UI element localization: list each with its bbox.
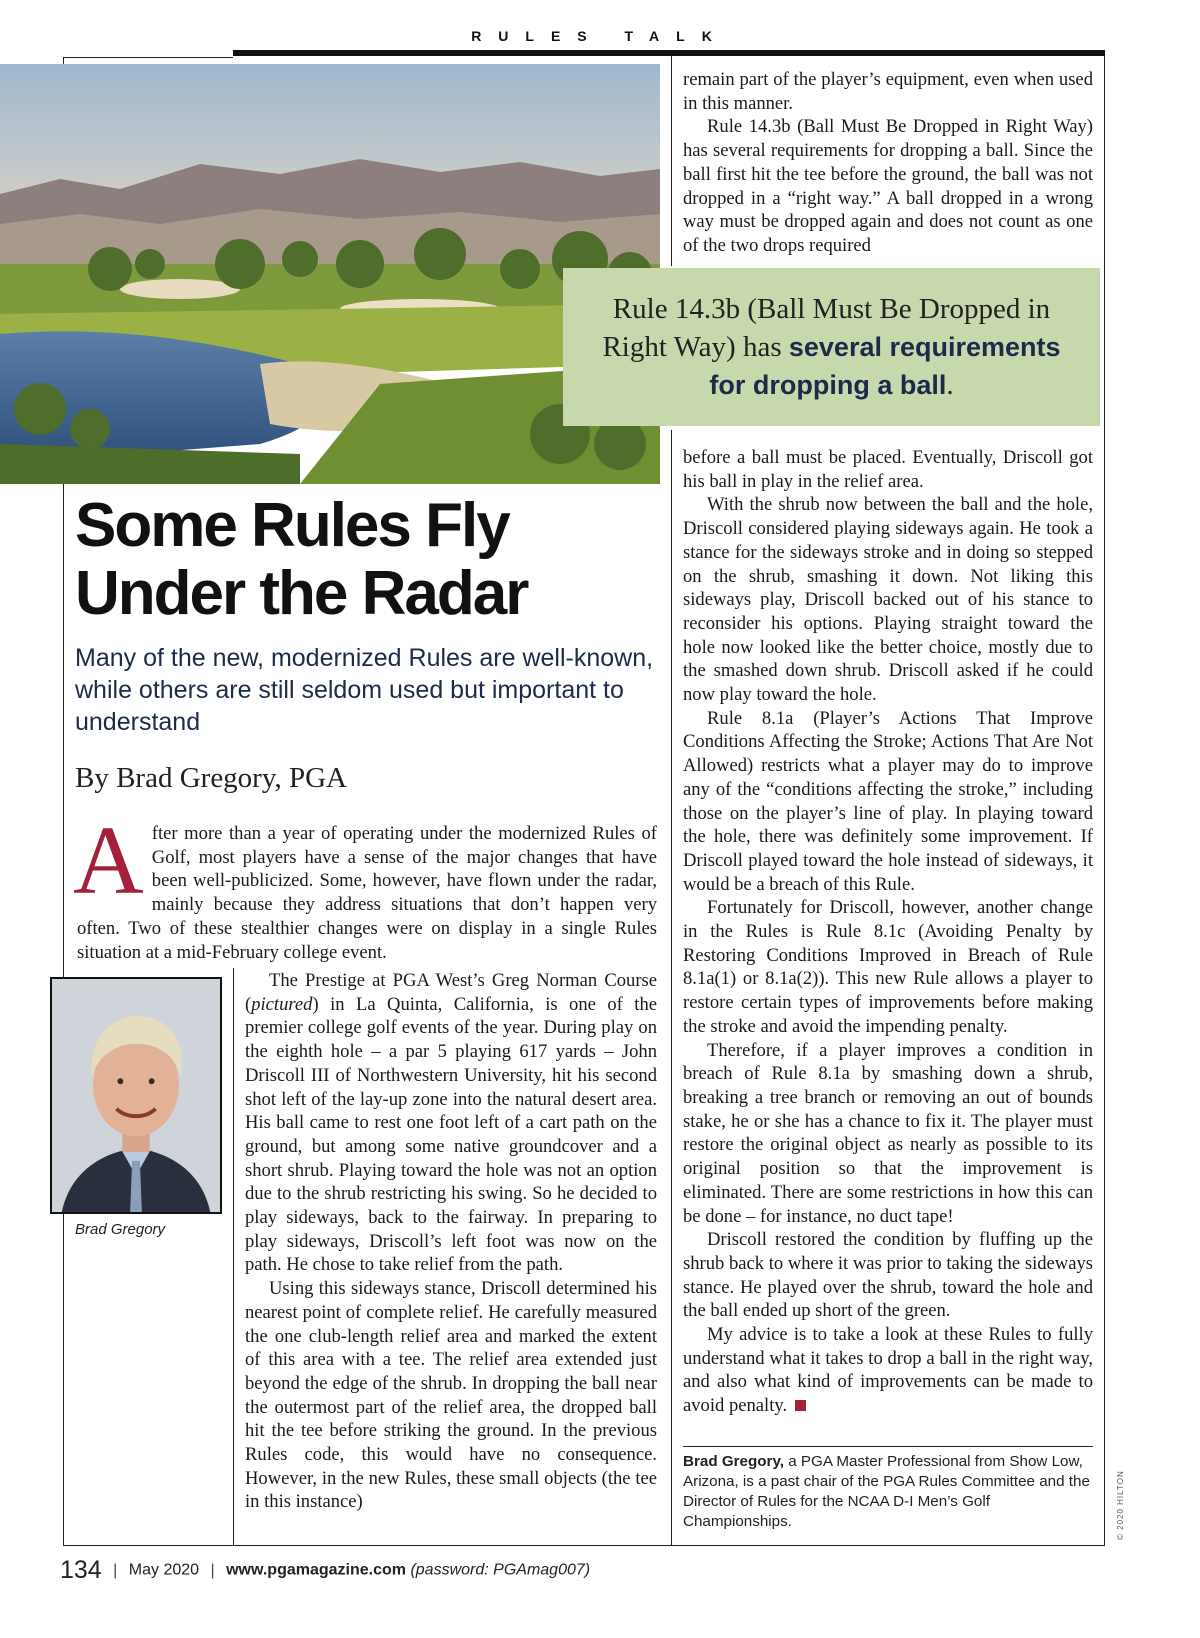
top-rule — [233, 50, 1105, 56]
end-mark-icon — [795, 1400, 806, 1411]
text-run: The Prestige at PGA West’s Greg Norman Course ( — [245, 970, 657, 1015]
intro-text: fter more than a year of operating under the modernized Rules of Golf, most players have a sense of the major changes that have been well-publicized. Some, however, have flown under the radar, mainly because they address situations that don’t happen very often. Two of these stealthier changes were on display in a single Rules situation at a mid-February college event. — [77, 823, 657, 963]
text-run: ) in La Quinta, California, is one of the premier college golf events of the year. During play on the eighth hole – a par 5 playing 617 yards – John Driscoll III of Northwestern University, hit his second shot left of the lay-up zone into the natural desert area. His ball came to rest one foot left of a cart path on the ground, but among some native groundcover and a short shrub. Playing toward the hole was not an option due to the shrub restricting his swing. So he decided to play sideways, back to the fairway. In preparing to play sideways, Driscoll’s left foot was now on the path. He chose to take relief from the path. — [245, 993, 657, 1276]
column-divider — [671, 56, 672, 266]
article-paragraph: Rule 8.1a (Player’s Actions That Improve Conditions Affecting the Stroke; Actions That Are Not Allowed) restricts what a player may do to improve any of the “conditions affecting the stroke,” including those on the player’s line of play. In playing toward the hole, there was definitely some improvement. If Driscoll played toward the hole instead of sideways, it would be a breach of this Rule. — [683, 707, 1093, 895]
footer-separator: | — [113, 1561, 118, 1579]
article-deck: Many of the new, modernized Rules are well-known, while others are still seldom used but important to understand — [75, 644, 654, 736]
text-run: My advice is to take a look at these Rules to fully understand what it takes to drop a ball in the right way, and also what kind of improvements can be made to avoid penalty. — [683, 1324, 1093, 1417]
article-paragraph: remain part of the player’s equipment, even when used in this manner. — [683, 69, 1093, 114]
column-divider — [671, 430, 672, 1546]
footer-separator: | — [210, 1561, 215, 1579]
frame-line — [1104, 56, 1105, 1546]
article-paragraph: Driscoll restored the condition by fluffing up the shrub back to where it was prior to taking the sideways stance. He played over the shrub, toward the hole and the ball ended up short of the green. — [683, 1229, 1093, 1322]
bio-text: a PGA Master Professional from Show Low, Arizona, is a past chair of the PGA Rules Committee and the Director of Rules for the NCAA D-I Men’s Golf Championships. — [683, 1453, 1090, 1530]
magazine-link[interactable]: www.pgamagazine.com — [226, 1561, 406, 1579]
article-paragraph: With the shrub now between the ball and the hole, Driscoll considered playing sideways again. He took a stance for the sideways stroke and in doing so stepped on the shrub, smashing it down. Not liking this sideways play, Driscoll backed out of his stance to reconsider his options. Playing straight toward the hole now looked like the better choice, mostly due to the smashed down shrub. Driscoll asked if he could now play toward the hole. — [683, 494, 1093, 706]
article-paragraph: Fortunately for Driscoll, however, another change in the Rules is Rule 8.1c (Avoiding Penalty by Restoring Conditions Improved in Breach of Rule 8.1a(1) or 8.1a(2)). This new Rule allows a player to restore certain types of improvements before making the stroke and avoid the impending penalty. — [683, 897, 1093, 1037]
article-paragraph: Therefore, if a player improves a condition in breach of Rule 8.1a by smashing down a shrub, breaking a tree branch or removing an out of bounds stake, he or she has a chance to fix it. The player must restore the original object as nearly as possible to its original position so that the improvement is eliminated. There are some restrictions in how this can be done – for instance, no duct tape! — [683, 1039, 1093, 1227]
article-paragraph: Using this sideways stance, Driscoll determined his nearest point of complete relief. He carefully measured the one club-length relief area and marked the extent of this area with a tee. The relief area extended just beyond the edge of the shrub. In dropping the ball near the outermost part of the relief area, the dropped ball hit the tee before striking the ground. In the previous Rules code, this would have no consequence. However, in the new Rules, these small objects (the tee in this instance) — [245, 1278, 657, 1513]
author-bio — [683, 1452, 1093, 1532]
page-footer — [60, 1556, 590, 1585]
golf-course-photo — [0, 64, 660, 484]
portrait-caption: Brad Gregory — [75, 1221, 166, 1238]
article-paragraph — [245, 969, 657, 1277]
frame-line — [63, 57, 233, 58]
frame-line — [63, 1545, 1105, 1546]
password-note: (password: PGAmag007) — [410, 1561, 591, 1579]
article-paragraph — [683, 1323, 1093, 1418]
issue-date: May 2020 — [128, 1561, 200, 1579]
column-divider — [233, 968, 234, 1546]
text-run-italic: pictured — [251, 993, 313, 1015]
photo-credit: © 2020 HILTON — [1116, 1470, 1125, 1540]
article-byline: By Brad Gregory, PGA — [75, 762, 347, 794]
article-column-right-bottom — [683, 446, 1093, 1418]
section-label: RULES TALK — [471, 28, 729, 44]
bio-name: Brad Gregory, — [683, 1453, 784, 1470]
pull-quote-text: Rule 14.3b (Ball Must Be Dropped in Right Way) has — [602, 293, 1051, 363]
author-portrait — [50, 977, 222, 1214]
article-column-right-top — [683, 68, 1093, 258]
bio-divider — [683, 1446, 1093, 1447]
page-number: 134 — [60, 1556, 102, 1584]
article-headline: Some Rules Fly Under the Radar — [75, 491, 528, 628]
article-paragraph: before a ball must be placed. Eventually, Driscoll got his ball in play in the relief area. — [683, 447, 1093, 492]
pull-quote — [563, 268, 1100, 426]
article-column-middle — [245, 969, 657, 1514]
pull-quote-emphasis: several requirements for dropping a ball — [709, 332, 1061, 400]
article-intro — [73, 807, 657, 964]
article-paragraph: Rule 14.3b (Ball Must Be Dropped in Right Way) has several requirements for dropping a ball. Since the ball first hit the tee before the ground, the ball was not dropped in a “right way.” A ball dropped in a wrong way must be dropped again and does not count as one of the two drops required — [683, 116, 1093, 256]
pull-quote-end: . — [946, 369, 954, 401]
drop-cap: A — [73, 807, 144, 915]
